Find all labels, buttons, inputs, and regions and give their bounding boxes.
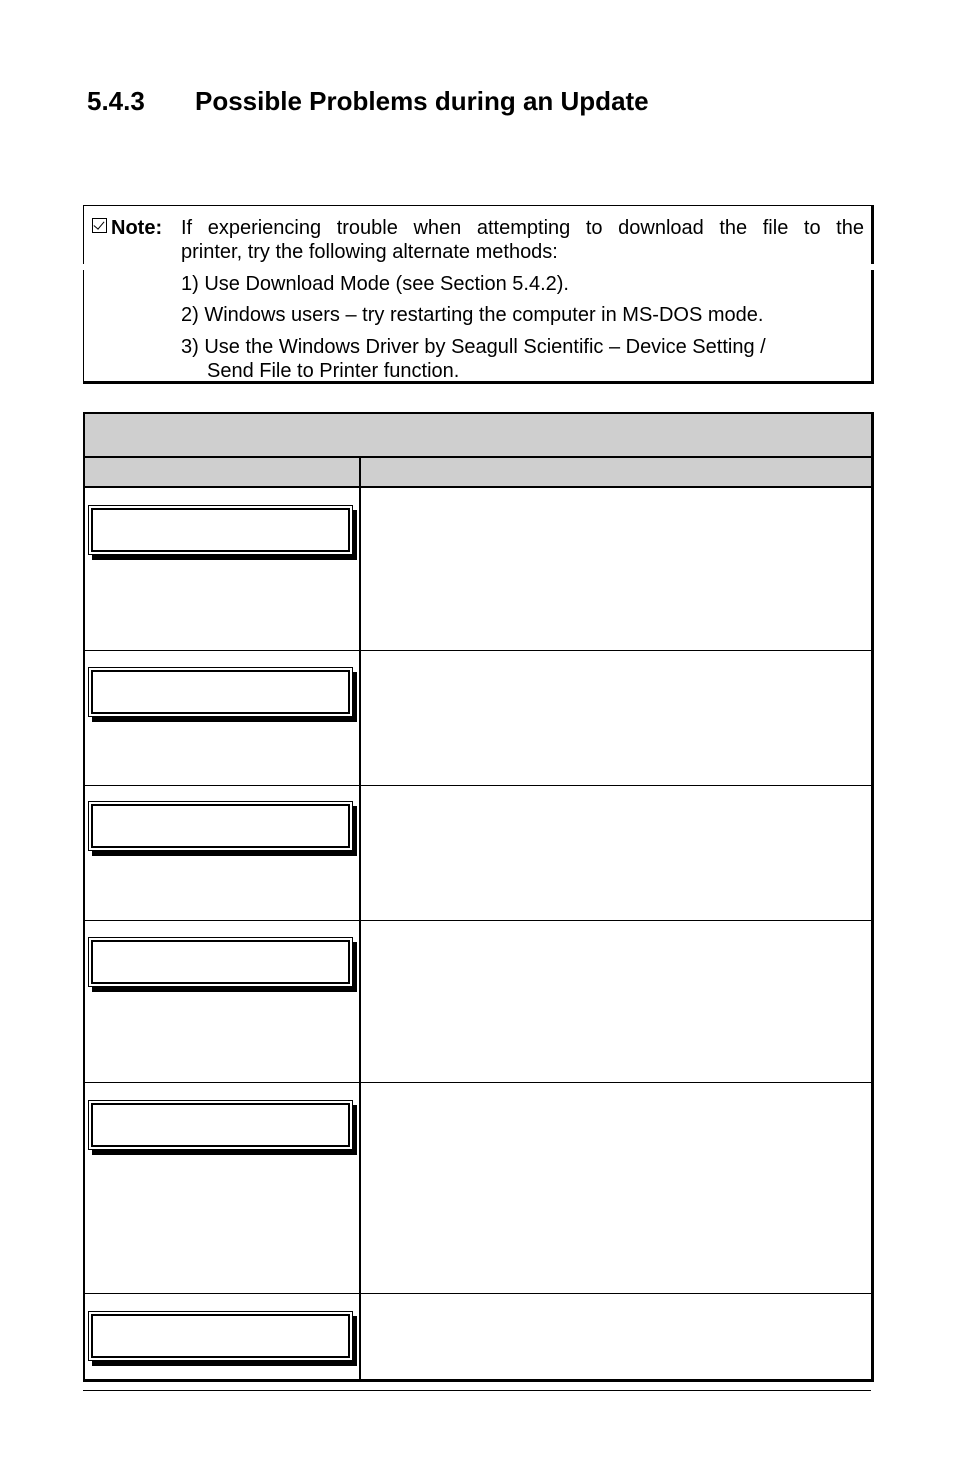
column-header-solution: [361, 458, 871, 488]
note-label: Note:: [92, 216, 162, 240]
column-divider: [359, 488, 361, 1379]
section-title: Possible Problems during an Update: [195, 86, 649, 116]
problems-table: [83, 412, 874, 1382]
note-item-2: 2) Windows users – try restarting the computer in MS-DOS mode.: [181, 304, 764, 326]
note-item-3-line2: Send File to Printer function.: [207, 360, 460, 382]
column-header-message: [85, 458, 361, 488]
row-divider: [85, 650, 871, 651]
note-box: [83, 205, 874, 384]
row-divider: [85, 920, 871, 921]
footer-rule: [83, 1390, 871, 1391]
note-intro-line2: printer, try the following alternate methods:: [181, 241, 558, 263]
lcd-display-message-1: [88, 505, 353, 555]
lcd-display-message-4: [88, 937, 353, 987]
section-heading: [87, 86, 649, 117]
row-divider: [85, 1082, 871, 1083]
lcd-display-message-5: [88, 1100, 353, 1150]
note-intro-line1: If experiencing trouble when attempting to download the file to the: [181, 217, 864, 239]
note-item-3-line1: 3) Use the Windows Driver by Seagull Scientific – Device Setting /: [181, 336, 766, 358]
row-divider: [85, 785, 871, 786]
lcd-display-message-2: [88, 667, 353, 717]
section-number: 5.4.3: [87, 86, 145, 116]
row-divider: [85, 1293, 871, 1294]
note-item-1: 1) Use Download Mode (see Section 5.4.2).: [181, 273, 569, 295]
lcd-display-message-6: [88, 1311, 353, 1361]
table-title-bar: [85, 414, 871, 458]
checkbox-icon: [92, 218, 107, 233]
note-border-gap-left: [83, 264, 86, 270]
lcd-display-message-3: [88, 801, 353, 851]
note-border-gap-right: [871, 264, 874, 270]
